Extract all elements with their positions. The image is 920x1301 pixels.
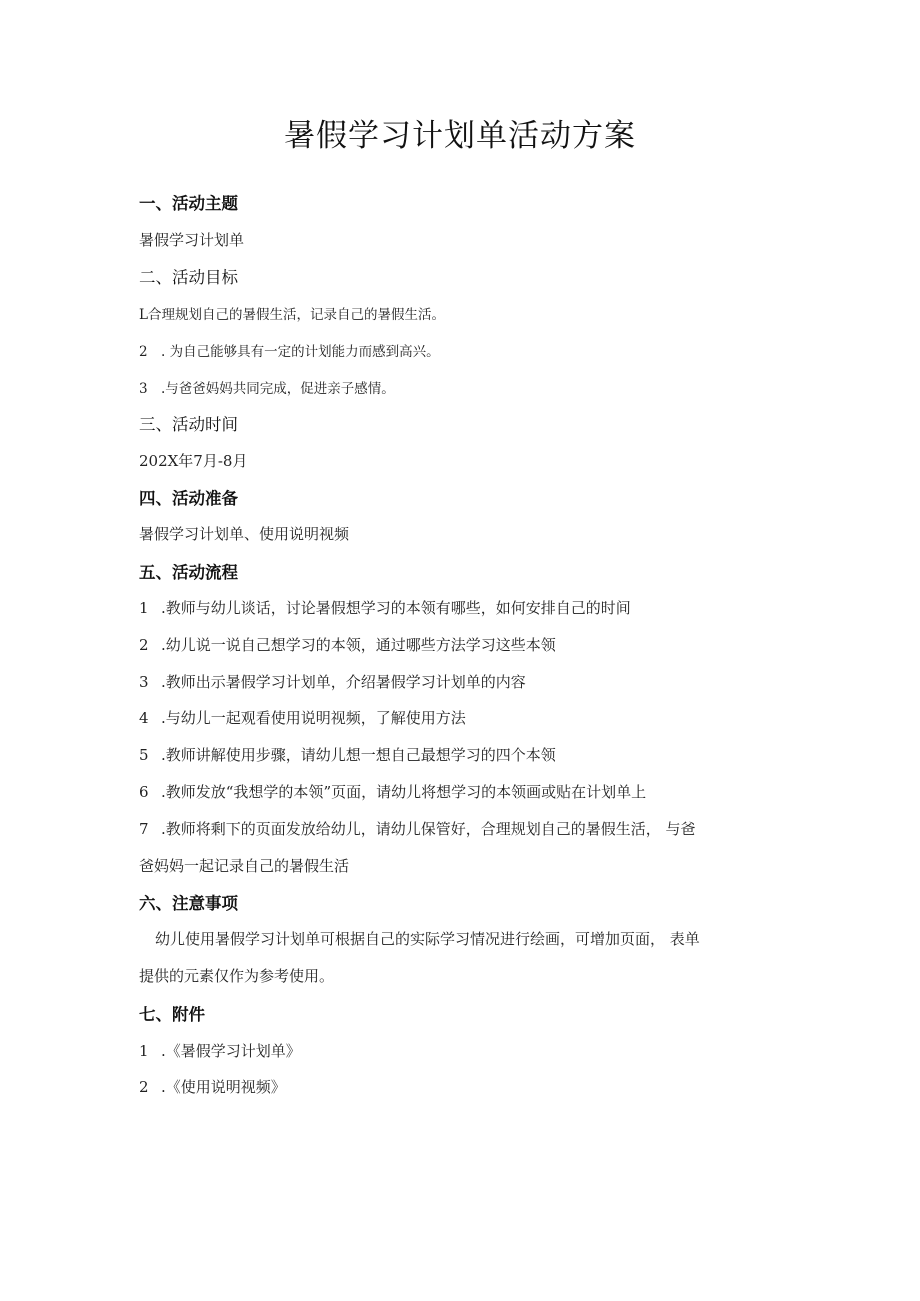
process-text: .教师将剩下的页面发放给幼儿，请幼儿保管好，合理规划自己的暑假生活， 与爸 [161,820,696,838]
document-title: 暑假学习计划单活动方案 [284,118,636,154]
process-number: 3 [139,673,149,691]
process-text: .教师出示暑假学习计划单，介绍暑假学习计划单的内容 [161,673,526,691]
attachment-item [139,1076,286,1097]
section-heading-process: 五、活动流程 [139,563,238,582]
attachment-text: .《使用说明视频》 [161,1078,286,1096]
process-text: .教师讲解使用步骤，请幼儿想一想自己最想学习的四个本领 [161,746,556,764]
process-number: 5 [139,746,149,764]
goal-number: 3 [139,381,148,397]
goal-text: L合理规划自己的暑假生活，记录自己的暑假生活。 [139,307,445,323]
goal-item [139,377,395,397]
process-continuation: 爸妈妈一起记录自己的暑假生活 [139,857,350,875]
section-heading-notes: 六、注意事项 [139,894,238,913]
notes-line-2: 提供的元素仅作为参考使用。 [139,967,335,985]
time-text: 202X年7月-8月 [139,452,248,470]
process-item [139,634,556,655]
process-number: 1 [139,599,149,617]
goal-text: .与爸爸妈妈共同完成，促进亲子感情。 [161,381,395,397]
process-number: 4 [139,709,149,727]
section-heading-goals: 二、活动目标 [139,268,238,287]
attachment-text: .《暑假学习计划单》 [161,1042,301,1060]
process-item [139,707,466,728]
process-number: 2 [139,636,149,654]
goal-item [139,303,445,323]
goal-text: . 为自己能够具有一定的计划能力而感到高兴。 [161,344,440,360]
attachment-number: 1 [139,1042,149,1060]
preparation-text: 暑假学习计划单、使用说明视频 [139,525,350,543]
section-heading-preparation: 四、活动准备 [139,489,238,508]
process-item [139,781,646,802]
process-item [139,671,526,692]
theme-text: 暑假学习计划单 [139,231,245,249]
process-item [139,818,696,839]
process-text: .教师与幼儿谈话，讨论暑假想学习的本领有哪些，如何安排自己的时间 [161,599,631,617]
section-heading-attachments: 七、附件 [139,1005,205,1024]
goal-item [139,340,440,360]
process-number: 6 [139,783,149,801]
attachment-number: 2 [139,1078,149,1096]
process-number: 7 [139,820,149,838]
process-text: .教师发放“我想学的本领”页面，请幼儿将想学习的本领画或贴在计划单上 [161,783,647,801]
goal-number: 2 [139,344,148,360]
process-text: .幼儿说一说自己想学习的本领，通过哪些方法学习这些本领 [161,636,556,654]
section-heading-time: 三、活动时间 [139,415,238,434]
attachment-item [139,1040,301,1061]
process-item [139,597,631,618]
section-heading-theme: 一、活动主题 [139,194,238,213]
process-item [139,744,556,765]
process-text: .与幼儿一起观看使用说明视频，了解使用方法 [161,709,466,727]
notes-line-1: 幼儿使用暑假学习计划单可根据自己的实际学习情况进行绘画，可增加页面， 表单 [155,930,700,948]
